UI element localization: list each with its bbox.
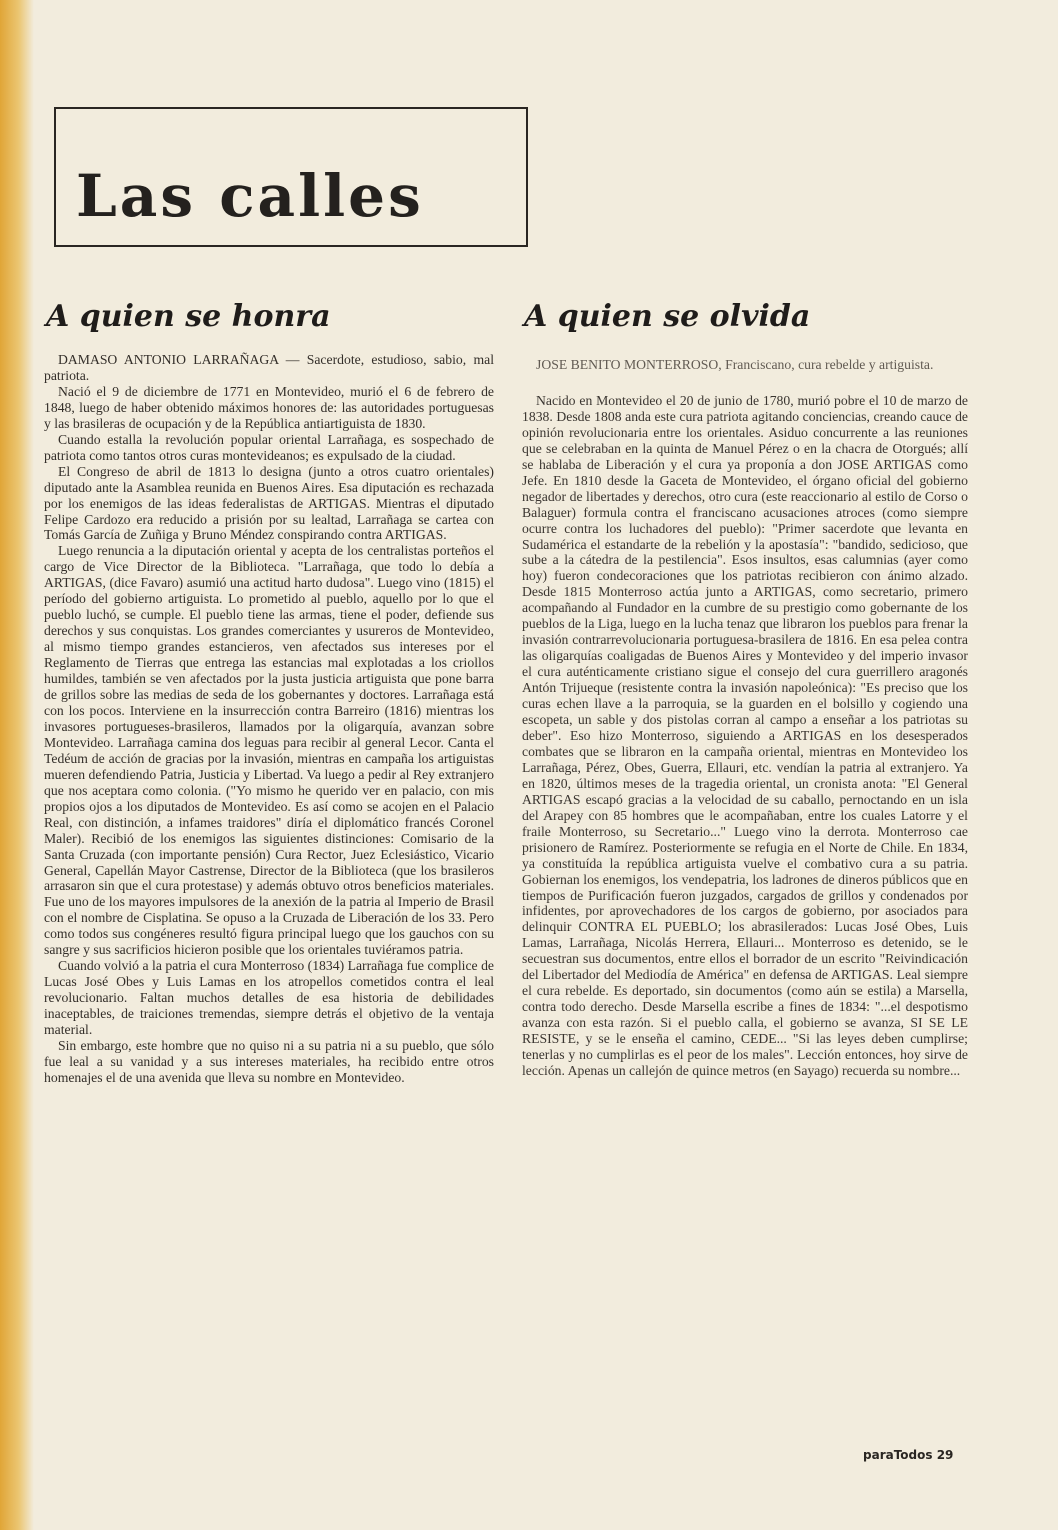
right-column-text [522,357,968,1079]
left-column-heading: A quien se honra [46,299,331,334]
paragraph: El Congreso de abril de 1813 lo designa (junto a otros cuatro orientales) diputado ante la Asamblea reunida en Buenos Aires. Esa diputación es rechazada por los enemigos de las ideas federalistas de ARTIGAS. Mientras el diputado Felipe Cardozo era reducido a prisión por su lealtad, Larrañaga se cartea con Tomás García de Zuñiga y Bruno Méndez conspirando contra ARTIGAS. [44,463,494,543]
page-footer [863,1448,953,1462]
paragraph: Cuando volvió a la patria el cura Monterroso (1834) Larrañaga fue complice de Lucas José Obes y Luis Lamas en los atropellos cometidos contra el leal revolucionario. Faltan muchos detalles de esa historia de debilidades inaceptables, de traiciones tremendas, siempre detrás el objetivo de la ventaja material. [44,958,494,1038]
left-column-text [44,352,494,1086]
page-edge [0,0,34,1530]
paragraph: Cuando estalla la revolución popular oriental Larrañaga, es sospechado de patriota como tantos otros curas montevideanos; es expulsado de la ciudad. [44,431,494,463]
paragraph: Sin embargo, este hombre que no quiso ni a su patria ni a su pueblo, que sólo fue leal a su vanidad y a sus intereses materiales, ha recibido entre otros homenajes el de una avenida que lleva su nombre en Montevideo. [44,1037,494,1085]
paragraph: DAMASO ANTONIO LARRAÑAGA — Sacerdote, estudioso, sabio, mal patriota. [44,352,494,383]
magazine-name: paraTodos [863,1448,933,1462]
page-title: Las calles [76,162,424,230]
title-box [54,107,528,247]
right-column-heading: A quien se olvida [524,299,811,334]
paragraph: Nacido en Montevideo el 20 de junio de 1780, murió pobre el 10 de marzo de 1838. Desde 1808 anda este cura patriota agitando conciencias, creando cauce de opinión revolucionaria entre los orientales. Asiduo concurrente a las reuniones que se celebraban en la quinta de Manuel Pérez o en la chacra de Otorgués; allí se hablaba de Liberación y el cura ya proponía a don JOSE ARTIGAS como Jefe. En 1810 desde la Gaceta de Montevideo, el órgano oficial del gobierno negador de libertades y derechos, otro cura (este reaccionario al estilo de Corso o Balaguer) formula contra el franciscano acusaciones atroces (como siempre ocurre contra los luchadores del pueblo): "Primer sacerdote que levanta en Sudamérica el estandarte de la rebelión y la apostasía": "bandido, sedicioso, que sube a la cátedra de la pestilencia". Esos insultos, esas calumnias (ayer como hoy) fueron condecoraciones que los patriotas recibieron con ánimo alzado. Desde 1815 Monterroso actúa junto a ARTIGAS, como secretario, primero acompañando al Fundador en la cumbre de su prestigio como gobernante de los pueblos de la Liga, luego en la lucha tenaz que libraron los pueblos para frenar la invasión contrarrevolucionaria portuguesa-brasilera de 1816. En esa pelea contra las oligarquías coaligadas de Buenos Aires y Montevideo y del imperio invasor el cura auténticamente cristiano sigue el consejo del cura guerrillero aragonés Antón Trijueque (resistente contra la invasión napoleónica): "Es preciso que los curas echen llave a la parroquia, se la guarden en el bolsillo y cogiendo una escopeta, un sable y dos pistolas corran al campo a enseñar a los patriotas su deber". Eso hizo Monterroso, siguiendo a ARTIGAS en los desesperados combates que se libraron en la campaña oriental, mientras en Montevideo los Larrañaga, Pérez, Obes, Guerra, Ellauri, etc. vendían la patria al extranjero. Ya en 1820, últimos meses de la tragedia oriental, un cronista anota: "El General ARTIGAS escapó gracias a la velocidad de su caballo, pernoctando en un isla del Arapey con 85 hombres que le acompañaban, entre los cuales Latorre y el fraile Monterroso, su Secretario..." Luego vino la derrota. Monterroso cae prisionero de Ramírez. Posteriormente se refugia en el Norte de Chile. En 1834, ya constituída la república artiguista vuelve el combativo cura a su patria. Gobiernan los enemigos, los vendepatria, los ladrones de dineros públicos que en tiempos de Purificación fueron juzgados, cargados de grillos y condenados por infidentes, por aprovechadores de los cargos de gobierno, por asociados para delinquir CONTRA EL PUEBLO; los abrasilerados: Lucas José Obes, Luis Lamas, Larrañaga, Nicolás Herrera, Ellauri... Monterroso es detenido, se le secuestran sus documentos, entre ellos el borrador de un escrito "Reivindicación del Libertador del Mediodía de América" en defensa de ARTIGAS. Leal siempre el cura rebelde. Es deportado, sin documentos (como aún se estila) a Marsella, contra todo derecho. Desde Marsella escribe a fines de 1834: "...el despotismo avanza con esta razón. Si el pueblo calla, el gobierno se avanza, SI SE LE RESISTE, y se le enseña el camino, CEDE... "Si las leyes deben cumplirse; tenerlas y no cumplirlas es el peor de los males". Lección entonces, hoy sirve de lección. Apenas un callejón de quince metros (en Sayago) recuerda su nombre... [522,392,968,1078]
paragraph: Nació el 9 de diciembre de 1771 en Montevideo, murió el 6 de febrero de 1848, luego de haber obtenido máximos honores de: las autoridades portuguesas y las brasileras de ocupación y de la República antiartiguista de 1830. [44,383,494,431]
paragraph: Luego renuncia a la diputación oriental y acepta de los centralistas porteños el cargo de Vice Director de la Biblioteca. "Larrañaga, que todo lo debía a ARTIGAS, (dice Favaro) asumió una actitud harto dudosa". Luego vino (1815) el período del gobierno artiguista. Lo prometido al pueblo, aquello por lo que el pueblo luchó, se cumple. El pueblo tiene las armas, tiene el poder, defiende sus derechos y sus conquistas. Los grandes comerciantes y usureros de Montevideo, al mismo tiempo grandes estancieros, ven afectados sus intereses por el Reglamento de Tierras que entrega las estancias mal explotadas a los criollos humildes, también se ven afectados por la justa justicia artiguista que pone barra de grillos sobre las medias de seda de los gobernantes y doctores. Larrañaga está con los pocos. Interviene en la insurrección contra Barreiro (1816) mientras los invasores portugueses-brasileros, llamados por la oligarquía, avanzan sobre Montevideo. Larrañaga camina dos leguas para recibir al general Lecor. Canta el Tedéum de acción de gracias por la invasión, mientras en campaña los artiguistas mueren defendiendo Patria, Justicia y Libertad. Va luego a pedir al Rey extranjero que nos aceptara como colonia. ("Yo mismo he querido ver en palacio, con mis propios ojos a los diputados de Montevideo. Es así como se acojen en el Palacio Real, con distinción, a infames traidores" diría el diplomático francés Coronel Maler). Recibió de los enemigos las siguientes distinciones: Comisario de la Santa Cruzada (con importante pensión) Cura Rector, Juez Eclesiástico, Vicario General, Capellán Mayor Castrense, Director de la Biblioteca (que los brasileros arrasaron sin que el cura protestase) y además obtuvo otros beneficios materiales. Fue uno de los mayores impulsores de la anexión de la patria al Imperio de Brasil con el nombre de Cisplatina. Se opuso a la Cruzada de Liberación de los 33. Pero como todos sus congéneres resultó figura principal luego que los gauchos con su sangre y sus sacrificios hicieron posible que los orientales tuviéramos patria. [44,543,494,958]
lead-paragraph: JOSE BENITO MONTERROSO, Franciscano, cura rebelde y artiguista. [536,357,934,372]
page-number: 29 [936,1448,954,1462]
